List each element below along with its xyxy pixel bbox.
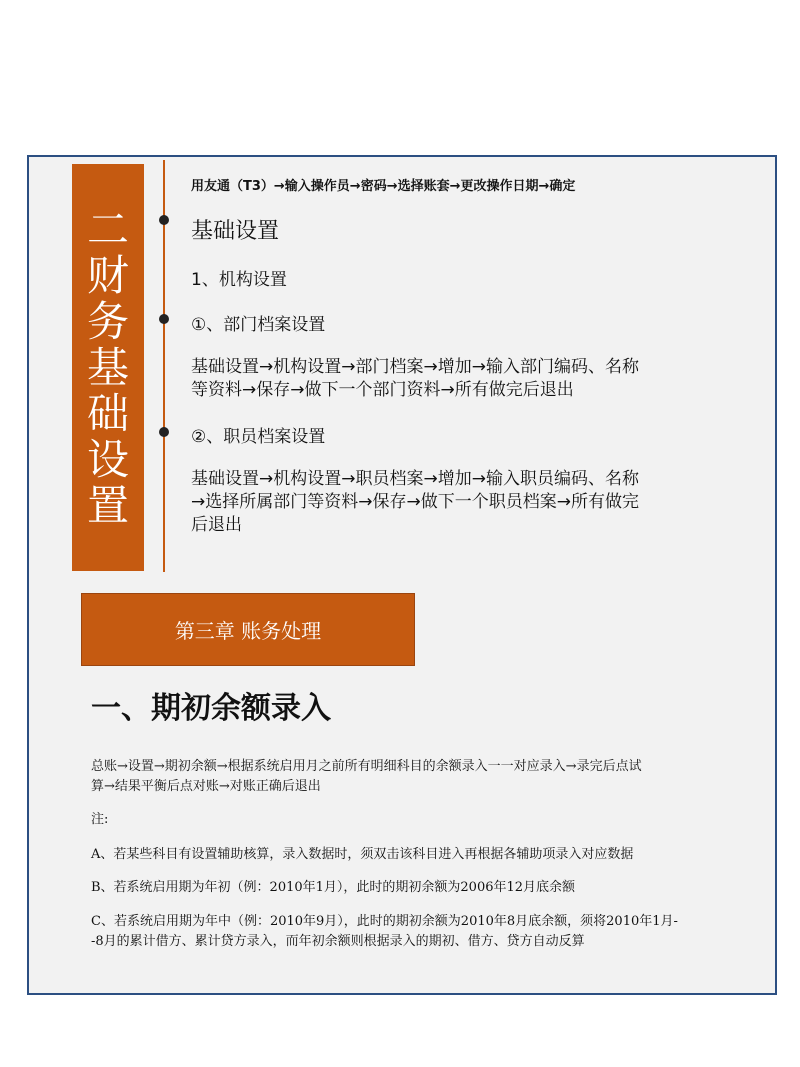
org-settings-heading: 1、机构设置 [191, 270, 287, 290]
bullet-dot [159, 427, 169, 437]
dept-archive-heading: ①、部门档案设置 [191, 315, 326, 335]
sidebar-title-char: 二 [86, 204, 129, 254]
note-c [91, 912, 678, 952]
dept-archive-steps [191, 356, 639, 402]
text-line: 基础设置→机构设置→部门档案→增加→输入部门编码、名称 [191, 357, 639, 377]
text-line: 总账→设置→期初余额→根据系统启用月之前所有明细科目的余额录入一一对应录入→录完后点试 [91, 759, 642, 774]
staff-archive-steps [191, 468, 639, 537]
sidebar-title-char: 础 [86, 388, 129, 438]
text-line: 等资料→保存→做下一个部门资料→所有做完后退出 [191, 380, 574, 400]
staff-archive-heading: ②、职员档案设置 [191, 427, 326, 447]
note-a: A、若某些科目有设置辅助核算，录入数据时，须双击该科目进入再根据各辅助项录入对应数据 [91, 847, 634, 862]
sidebar-title-box [72, 164, 144, 571]
text-line: 算→结果平衡后点对账→对账正确后退出 [91, 779, 321, 794]
section-heading: 一、期初余额录入 [91, 691, 331, 726]
text-line: -8月的累计借方、累计贷方录入，而年初余额则根据录入的期初、借方、贷方自动反算 [91, 934, 585, 949]
text-line: C、若系统启用期为年中（例：2010年9月），此时的期初余额为2010年8月底余额，须将2010年1月- [91, 914, 678, 929]
chapter-title-box [81, 593, 415, 666]
login-path-text: 用友通（T3）→输入操作员→密码→选择账套→更改操作日期→确定 [191, 179, 576, 194]
chapter-title: 第三章 账务处理 [174, 619, 322, 643]
ledger-steps [91, 757, 642, 797]
sidebar-title-char: 财 [86, 250, 129, 300]
sidebar-title-char: 置 [86, 480, 129, 530]
text-line: →选择所属部门等资料→保存→做下一个职员档案→所有做完 [191, 492, 639, 512]
text-line: 后退出 [191, 515, 242, 535]
note-b: B、若系统启用期为年初（例：2010年1月），此时的期初余额为2006年12月底余额 [91, 880, 576, 895]
sidebar-title-char: 基 [86, 342, 129, 392]
text-line: 基础设置→机构设置→职员档案→增加→输入职员编码、名称 [191, 469, 639, 489]
bullet-dot [159, 215, 169, 225]
sidebar-title-char: 设 [86, 434, 129, 484]
note-label: 注: [91, 812, 109, 827]
bullet-dot [159, 314, 169, 324]
basic-settings-heading: 基础设置 [191, 219, 280, 244]
sidebar-title-char: 务 [86, 296, 129, 346]
